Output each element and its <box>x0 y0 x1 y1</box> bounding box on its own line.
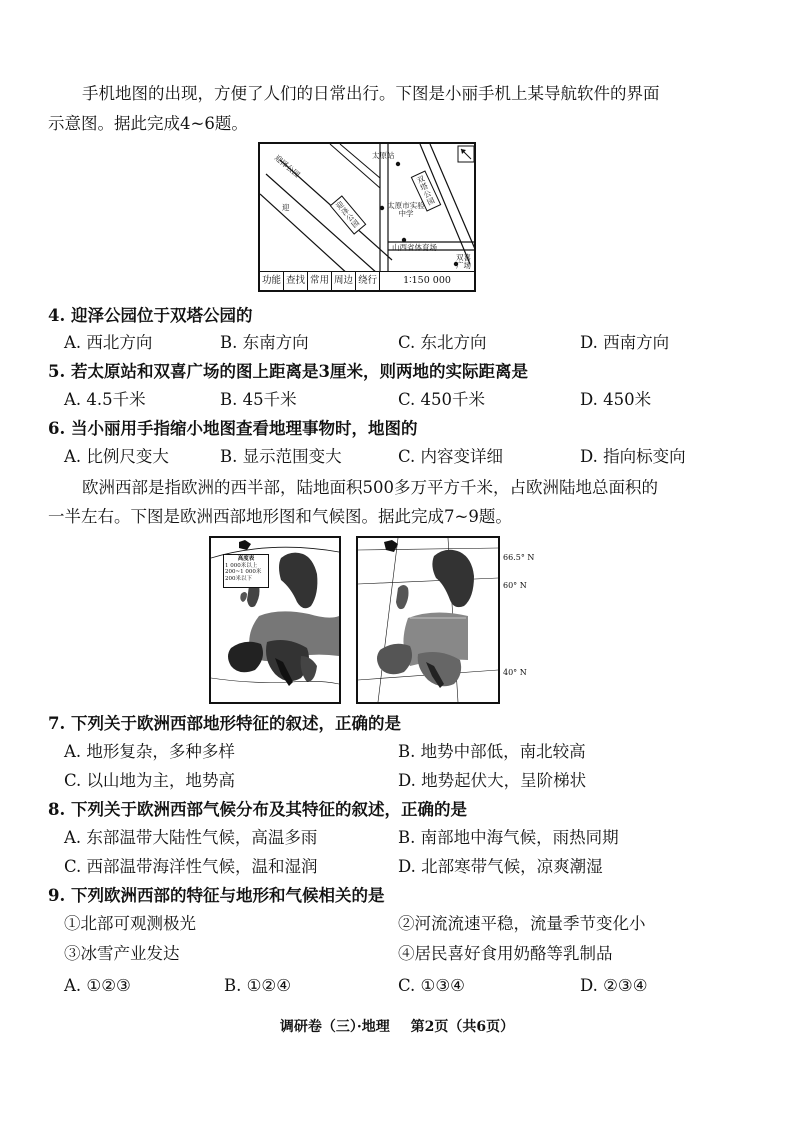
q7-stem: 7. 下列关于欧洲西部地形特征的叙述，正确的是 <box>48 714 401 733</box>
toolbar-detour-button[interactable]: 绕行 <box>356 272 380 290</box>
map-label-shuangxi-square: 双喜广场 <box>456 253 471 270</box>
map-label-stadium: 山西省体育场 <box>392 243 437 252</box>
terrain-legend-row-3: 200米以下 <box>225 575 252 582</box>
q4-option-c[interactable]: C. 东北方向 <box>398 333 487 352</box>
q6-option-c[interactable]: C. 内容变详细 <box>398 447 504 466</box>
map-label-taiyuan-station: 太原站 <box>372 151 395 160</box>
navigation-toolbar <box>260 271 474 290</box>
q6-stem: 6. 当小丽用手指缩小地图查看地理事物时，地图的 <box>48 419 418 438</box>
map-label-yingze-park: 迎泽公园 <box>330 195 367 234</box>
q4-stem: 4. 迎泽公园位于双塔公园的 <box>48 306 253 325</box>
q5-options <box>64 388 764 412</box>
intro-2-line-2: 一半左右。下图是欧洲西部地形图和气候图。据此完成7~9题。 <box>48 507 512 526</box>
map-scale-label: 1∶150 000 <box>403 275 451 286</box>
q8-stem: 8. 下列关于欧洲西部气候分布及其特征的叙述，正确的是 <box>48 800 467 819</box>
intro-2-line-1: 欧洲西部是指欧洲的西半部，陆地面积500多万平方千米，占欧洲陆地总面积的 <box>82 478 658 497</box>
q7-options-row-2 <box>64 769 764 793</box>
footer-exam-title: 调研卷（三）·地理 <box>279 1019 390 1035</box>
q9-option-c[interactable]: C. ①③④ <box>398 976 465 995</box>
q9-statement-2: ②河流流速平稳，流量季节变化小 <box>398 914 646 933</box>
europe-climate-shapes <box>358 538 498 702</box>
terrain-legend-row-1: 1 000米以上 <box>225 562 258 569</box>
page-footer <box>0 1016 794 1036</box>
terrain-legend <box>223 554 269 588</box>
q9-statements-row-2 <box>64 942 764 966</box>
intro-1-line-1: 手机地图的出现，方便了人们的日常出行。下图是小丽手机上某导航软件的界面 <box>82 84 660 103</box>
q7-options-row-1 <box>64 740 764 764</box>
q4-option-a[interactable]: A. 西北方向 <box>64 333 153 352</box>
navigation-map <box>258 142 476 292</box>
toolbar-frequent-button[interactable]: 常用 <box>308 272 332 290</box>
q5-option-c[interactable]: C. 450千米 <box>398 390 486 409</box>
q8-options-row-2 <box>64 855 764 879</box>
europe-terrain-map <box>209 536 341 704</box>
q6-option-a[interactable]: A. 比例尺变大 <box>64 447 169 466</box>
q8-option-b[interactable]: B. 南部地中海气候，雨热同期 <box>398 828 619 847</box>
terrain-legend-title: 高度表 <box>237 556 255 562</box>
q8-option-c[interactable]: C. 西部温带海洋性气候，温和湿润 <box>64 857 318 876</box>
map-label-school: 太原市实验中学 <box>387 201 425 218</box>
lat-label-66-5: 66.5° N <box>503 553 535 562</box>
q7-option-c[interactable]: C. 以山地为主，地势高 <box>64 771 236 790</box>
q7-option-b[interactable]: B. 地势中部低，南北较高 <box>398 742 586 761</box>
q8-option-d[interactable]: D. 北部寒带气候，凉爽潮湿 <box>398 857 603 876</box>
q9-stem: 9. 下列欧洲西部的特征与地形和气候相关的是 <box>48 886 385 905</box>
q9-options <box>64 974 764 998</box>
lat-label-60: 60° N <box>503 581 527 590</box>
toolbar-nearby-button[interactable]: 周边 <box>332 272 356 290</box>
q9-option-d[interactable]: D. ②③④ <box>580 976 648 995</box>
map-label-shuangta-park: 双塔公园 <box>411 170 442 211</box>
q9-statements-row-1 <box>64 912 764 936</box>
map-label-road: 迎泽公园 <box>272 153 302 180</box>
q5-stem: 5. 若太原站和双喜广场的图上距离是3厘米，则两地的实际距离是 <box>48 362 528 381</box>
q4-options <box>64 331 764 355</box>
intro-1-line-2: 示意图。据此完成4~6题。 <box>48 114 248 133</box>
europe-climate-map <box>356 536 500 704</box>
q8-options-row-1 <box>64 826 764 850</box>
q9-statement-4: ④居民喜好食用奶酪等乳制品 <box>398 944 613 963</box>
toolbar-function-button[interactable]: 功能 <box>260 272 284 290</box>
q4-option-d[interactable]: D. 西南方向 <box>580 333 670 352</box>
q9-option-a[interactable]: A. ①②③ <box>64 976 131 995</box>
q4-option-b[interactable]: B. 东南方向 <box>220 333 309 352</box>
terrain-legend-row-2: 200~1 000米 <box>225 569 262 575</box>
footer-page-number: 第2页（共6页） <box>410 1019 515 1035</box>
toolbar-search-button[interactable]: 查找 <box>284 272 308 290</box>
q5-option-d[interactable]: D. 450米 <box>580 390 652 409</box>
lat-label-40: 40° N <box>503 668 527 677</box>
q5-option-a[interactable]: A. 4.5千米 <box>64 390 146 409</box>
q5-option-b[interactable]: B. 45千米 <box>220 390 297 409</box>
q9-statement-3: ③冰雪产业发达 <box>64 944 180 963</box>
q9-option-b[interactable]: B. ①②④ <box>224 976 291 995</box>
q8-option-a[interactable]: A. 东部温带大陆性气候，高温多雨 <box>64 828 318 847</box>
q6-option-b[interactable]: B. 显示范围变大 <box>220 447 342 466</box>
q6-option-d[interactable]: D. 指向标变向 <box>580 447 686 466</box>
q7-option-a[interactable]: A. 地形复杂，多种多样 <box>64 742 235 761</box>
q7-option-d[interactable]: D. 地势起伏大，呈阶梯状 <box>398 771 587 790</box>
map-label-road-left: 迎 <box>282 203 290 212</box>
q6-options <box>64 445 764 469</box>
q9-statement-1: ①北部可观测极光 <box>64 914 196 933</box>
